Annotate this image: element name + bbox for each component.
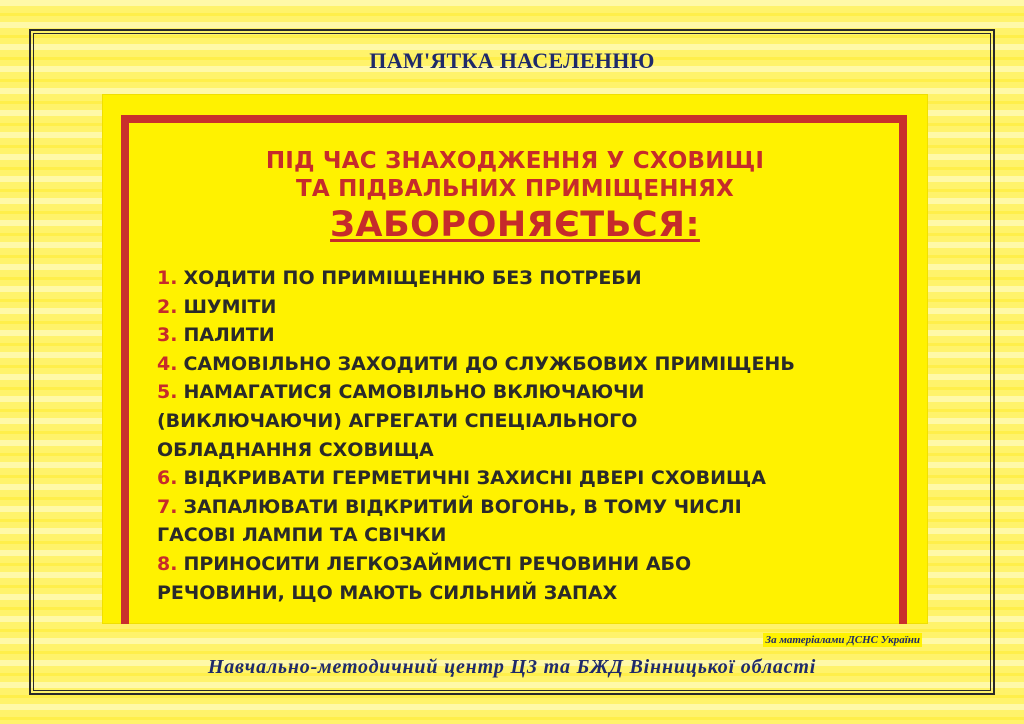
rule-item-6	[157, 464, 897, 493]
rule-item-1	[157, 264, 897, 293]
rule-item-2	[157, 293, 897, 322]
rule-number: 5.	[157, 381, 178, 404]
rule-item-5-line-3	[157, 436, 897, 465]
rule-item-7	[157, 493, 897, 522]
rule-item-5	[157, 378, 897, 407]
page-title: ПАМ'ЯТКА НАСЕЛЕННЮ	[369, 48, 655, 73]
rule-text: САМОВІЛЬНО ЗАХОДИТИ ДО СЛУЖБОВИХ ПРИМІЩЕНЬ	[183, 352, 795, 375]
rule-text: ШУМІТИ	[183, 295, 277, 318]
source-note: За матеріалами ДСНС України	[765, 634, 920, 646]
rule-number: 7.	[157, 495, 178, 518]
rule-text: ХОДИТИ ПО ПРИМІЩЕННЮ БЕЗ ПОТРЕБИ	[183, 267, 642, 289]
rule-item-4	[157, 350, 897, 379]
rules-list	[157, 264, 897, 607]
rule-number: 6.	[157, 467, 178, 490]
rule-item-8	[157, 550, 897, 579]
rule-item-7-line-2	[157, 521, 897, 550]
rule-text: ПРИНОСИТИ ЛЕГКОЗАЙМИСТІ РЕЧОВИНИ АБО	[183, 552, 692, 575]
rule-text: РЕЧОВИНИ, ЩО МАЮТЬ СИЛЬНИЙ ЗАПАХ	[157, 581, 618, 604]
rule-number: 3.	[157, 324, 178, 347]
prohibited-heading: ЗАБОРОНЯЄТЬСЯ:	[330, 205, 700, 245]
rule-item-3	[157, 321, 897, 350]
rule-text: ВІДКРИВАТИ ГЕРМЕТИЧНІ ЗАХИСНІ ДВЕРІ СХОВИЩА	[183, 467, 766, 490]
rule-number: 2.	[157, 295, 178, 318]
rule-text: ЗАПАЛЮВАТИ ВІДКРИТИЙ ВОГОНЬ, В ТОМУ ЧИСЛІ	[183, 495, 742, 518]
poster-heading-line-2: ТА ПІДВАЛЬНИХ ПРИМІЩЕННЯХ	[296, 176, 734, 202]
rule-number: 8.	[157, 552, 178, 575]
rule-text: (ВИКЛЮЧАЮЧИ) АГРЕГАТИ СПЕЦІАЛЬНОГО	[157, 409, 638, 432]
footer-organization: Навчально-методичний центр ЦЗ та БЖД Вінницької області	[207, 656, 817, 678]
rule-text: ГАСОВІ ЛАМПИ ТА СВІЧКИ	[157, 524, 447, 547]
poster-heading-line-1: ПІД ЧАС ЗНАХОДЖЕННЯ У СХОВИЩІ	[265, 148, 765, 174]
rule-number: 1.	[157, 267, 178, 289]
rule-item-8-line-2	[157, 579, 897, 608]
rule-text: ОБЛАДНАННЯ СХОВИЩА	[157, 438, 434, 461]
rule-text: НАМАГАТИСЯ САМОВІЛЬНО ВКЛЮЧАЮЧИ	[183, 381, 645, 404]
rule-text: ПАЛИТИ	[183, 324, 275, 347]
rule-number: 4.	[157, 352, 178, 375]
rule-item-5-line-2	[157, 407, 897, 436]
